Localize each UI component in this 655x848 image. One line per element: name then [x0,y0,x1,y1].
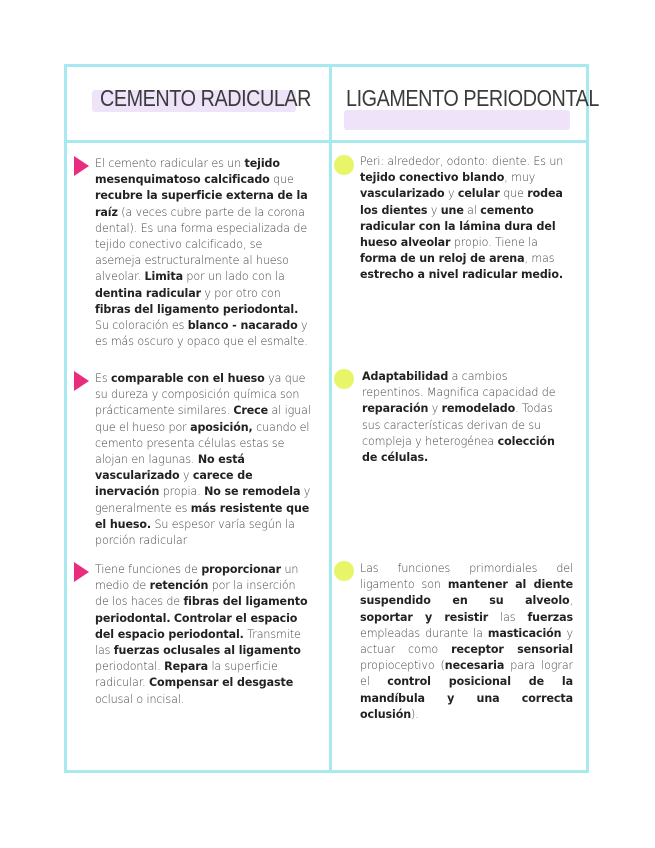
right-block-3: Las funciones primordiales del ligamento son mantener al diente suspendido en su alveolo, soportar y resistir las fuerzas empleadas durante la masticación y actuar como receptor sensorial propioceptivo (necesaria para lograr el control posicional de la mandíbula y una correcta oclusión). [360,562,574,721]
right-header-highlight [344,110,570,130]
pink-triangle-icon [74,156,89,176]
right-block-2: Adaptabilidad a cambios repentinos. Magnifica capacidad de reparación y remodelado. Todas sus características derivan de su compleja y heterogénea colección de células. [362,370,556,465]
pink-triangle-icon [74,371,89,391]
left-block-1: El cemento radicular es un tejido mesenquimatoso calcificado que recubre la superficie externa de la raíz (a veces cubre parte de la corona dental). Es una forma especializada de tejido conectivo calcificado, se asemeja estructuralmente al hueso alveolar. Limita por un lado con la dentina radicular y por otro con fibras del ligamento periodontal. Su coloración es blanco - nacarado y es más oscuro y opaco que el esmalte. [95,157,308,349]
lime-dot-icon [334,369,354,389]
left-block-2: Es comparable con el hueso ya que su dureza y composición química son prácticamente similares. Crece al igual que el hueso por aposición, cuando el cemento presenta células estas se alojan en lagunas. No está vascularizado y carece de inervación propia. No se remodela y generalmente es más resistente que el hueso. Su espesor varía según la porción radicular [95,372,311,548]
pink-triangle-icon [74,562,89,582]
right-block-1: Peri: alrededor, odonto: diente. Es un tejido conectivo blando, muy vascularizado y celular que rodea los dientes y une al cemento radicular con la lámina dura del hueso alveolar propio. Tiene la forma de un reloj de arena, mas estrecho a nivel radicular medio. [360,155,564,282]
left-header-title: CEMENTO RADICULAR [100,85,312,111]
lime-dot-icon [334,155,354,175]
column-divider [329,67,332,770]
right-header-title: LIGAMENTO PERIODONTAL [346,85,599,111]
header-divider [67,140,586,143]
lime-dot-icon [334,561,354,581]
left-block-3: Tiene funciones de proporcionar un medio de retención por la inserción de los haces de fibras del ligamento periodontal. Controlar el espacio del espacio periodontal. Transmite las fuerzas oclusales al ligamento periodontal. Repara la superficie radicular. Compensar el desgaste oclusal o incisal. [95,563,308,706]
